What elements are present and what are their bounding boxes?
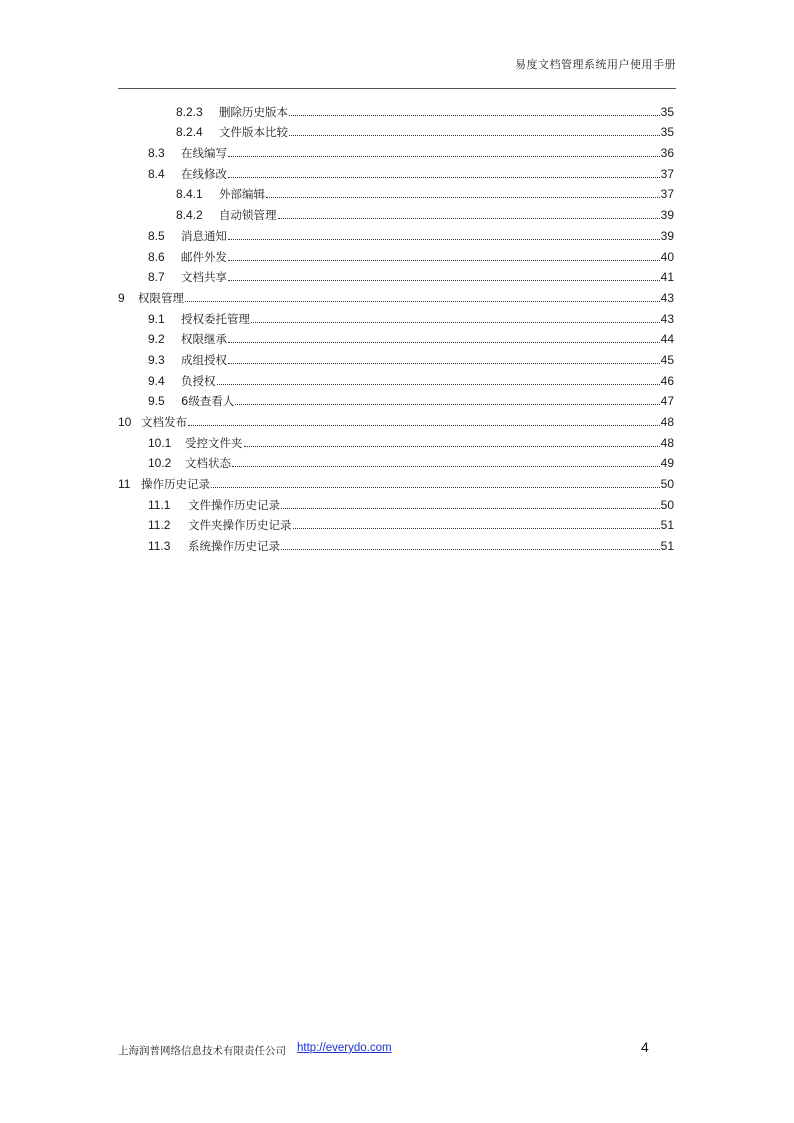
toc-entry-page: 48 [660,415,674,429]
toc-entry-page: 51 [660,539,674,554]
toc-dot-leader [228,260,660,261]
toc-dot-leader [293,528,660,529]
toc-entry-page: 35 [660,104,674,119]
toc-entry-title: 授权委托管理 [181,311,250,326]
toc-entry-title: 文档发布 [141,415,187,429]
toc-entry-number: 8.4.2 [176,208,203,223]
toc-entry[interactable] [118,139,674,160]
toc-entry-page: 40 [660,249,674,264]
toc-entry[interactable] [118,388,674,409]
toc-entry-title: 文件夹操作历史记录 [188,518,292,533]
toc-dot-leader [232,466,660,467]
toc-entry-title: 文件操作历史记录 [188,497,280,512]
toc-entry-page: 46 [660,373,674,388]
toc-entry-page: 36 [660,146,674,161]
table-of-contents [118,98,674,553]
toc-dot-leader [228,239,660,240]
toc-dot-leader [188,425,660,426]
toc-entry-number: 9 [118,290,125,305]
toc-entry[interactable] [118,450,674,471]
toc-entry-number: 9.2 [148,332,165,347]
toc-entry-page: 44 [660,332,674,347]
toc-entry-number: 8.4.1 [176,187,203,202]
toc-entry[interactable] [118,160,674,181]
toc-entry-page: 50 [660,477,674,492]
toc-dot-leader [278,218,660,219]
toc-entry-number: 11.1 [148,497,171,512]
toc-entry[interactable] [118,429,674,450]
toc-entry-title: 文档状态 [185,456,231,471]
toc-entry-title: 邮件外发 [181,249,227,264]
toc-entry-page: 37 [660,187,674,202]
toc-dot-leader [217,384,660,385]
toc-entry-title: 在线编写 [181,146,227,161]
toc-entry-title: 自动锁管理 [219,208,277,223]
toc-entry[interactable] [118,284,674,305]
header-divider [118,88,676,89]
toc-entry-page: 50 [660,497,674,512]
toc-dot-leader [228,342,660,343]
toc-dot-leader [185,301,660,302]
toc-entry-page: 43 [660,311,674,326]
toc-entry-number: 11.3 [148,539,171,554]
toc-dot-leader [266,197,660,198]
toc-entry[interactable] [118,491,674,512]
toc-entry-title: 操作历史记录 [141,477,210,492]
toc-entry[interactable] [118,201,674,222]
toc-entry-page: 49 [660,456,674,471]
toc-dot-leader [228,177,660,178]
toc-entry[interactable] [118,326,674,347]
toc-entry-title: 外部编辑 [219,187,265,202]
toc-entry[interactable] [118,305,674,326]
toc-entry-page: 48 [660,435,674,450]
toc-entry-page: 35 [660,125,674,140]
toc-entry[interactable] [118,222,674,243]
toc-entry-number: 11 [118,477,131,492]
toc-entry-title: 删除历史版本 [219,104,288,119]
toc-entry-number: 10.2 [148,456,172,471]
toc-entry-number: 11.2 [148,518,171,533]
toc-entry-number: 8.6 [148,249,165,264]
toc-entry-title: 文件版本比较 [219,125,288,140]
toc-entry-page: 45 [660,352,674,367]
toc-entry-number: 8.2.4 [176,125,203,140]
toc-dot-leader [228,156,660,157]
toc-entry-title: 权限继承 [181,332,227,347]
toc-entry-page: 41 [660,270,674,285]
toc-dot-leader [228,280,660,281]
toc-entry-title: 消息通知 [181,228,227,243]
toc-entry[interactable] [118,119,674,140]
toc-entry-title: 负授权 [181,373,216,388]
toc-dot-leader [235,404,659,405]
toc-entry-title: 权限管理 [138,290,184,305]
toc-entry-number: 9.5 [148,394,165,409]
toc-entry-number: 8.4 [148,166,165,181]
toc-entry[interactable] [118,532,674,553]
toc-entry-page: 37 [660,166,674,181]
toc-dot-leader [281,508,660,509]
toc-entry-number: 8.5 [148,228,165,243]
toc-entry-page: 51 [660,518,674,533]
toc-entry-title: 系统操作历史记录 [188,539,280,554]
toc-entry[interactable] [118,243,674,264]
toc-entry-number: 9.1 [148,311,165,326]
toc-entry-title: 受控文件夹 [185,435,243,450]
toc-entry-number: 9.3 [148,352,165,367]
toc-entry[interactable] [118,367,674,388]
toc-entry-title: 成组授权 [181,352,227,367]
toc-entry-title: 文档共享 [181,270,227,285]
toc-entry[interactable] [118,408,674,429]
toc-entry[interactable] [118,264,674,285]
toc-entry-title: 在线修改 [181,166,227,181]
toc-dot-leader [211,487,660,488]
toc-entry-title: 6级查看人 [181,394,235,409]
toc-entry[interactable] [118,346,674,367]
toc-entry-page: 43 [660,290,674,305]
running-header-title: 易度文档管理系统用户使用手册 [515,58,676,71]
page-number: 4 [641,1039,649,1055]
toc-entry[interactable] [118,181,674,202]
toc-entry[interactable] [118,98,674,119]
toc-entry-page: 39 [660,228,674,243]
toc-dot-leader [289,135,660,136]
toc-dot-leader [228,363,660,364]
toc-entry-page: 47 [660,394,674,409]
footer-company-name: 上海润普网络信息技术有限责任公司 [118,1045,286,1057]
toc-entry[interactable] [118,470,674,491]
toc-dot-leader [244,446,660,447]
toc-entry[interactable] [118,512,674,533]
toc-entry-number: 8.7 [148,270,165,285]
footer-website-link[interactable]: http://everydo.com [297,1042,392,1054]
toc-dot-leader [289,115,660,116]
toc-entry-page: 39 [660,208,674,223]
toc-entry-number: 10.1 [148,435,172,450]
toc-entry-number: 10 [118,415,132,429]
toc-entry-number: 9.4 [148,373,165,388]
toc-entry-number: 8.2.3 [176,104,203,119]
toc-dot-leader [281,549,660,550]
toc-dot-leader [251,322,660,323]
toc-entry-number: 8.3 [148,146,165,161]
